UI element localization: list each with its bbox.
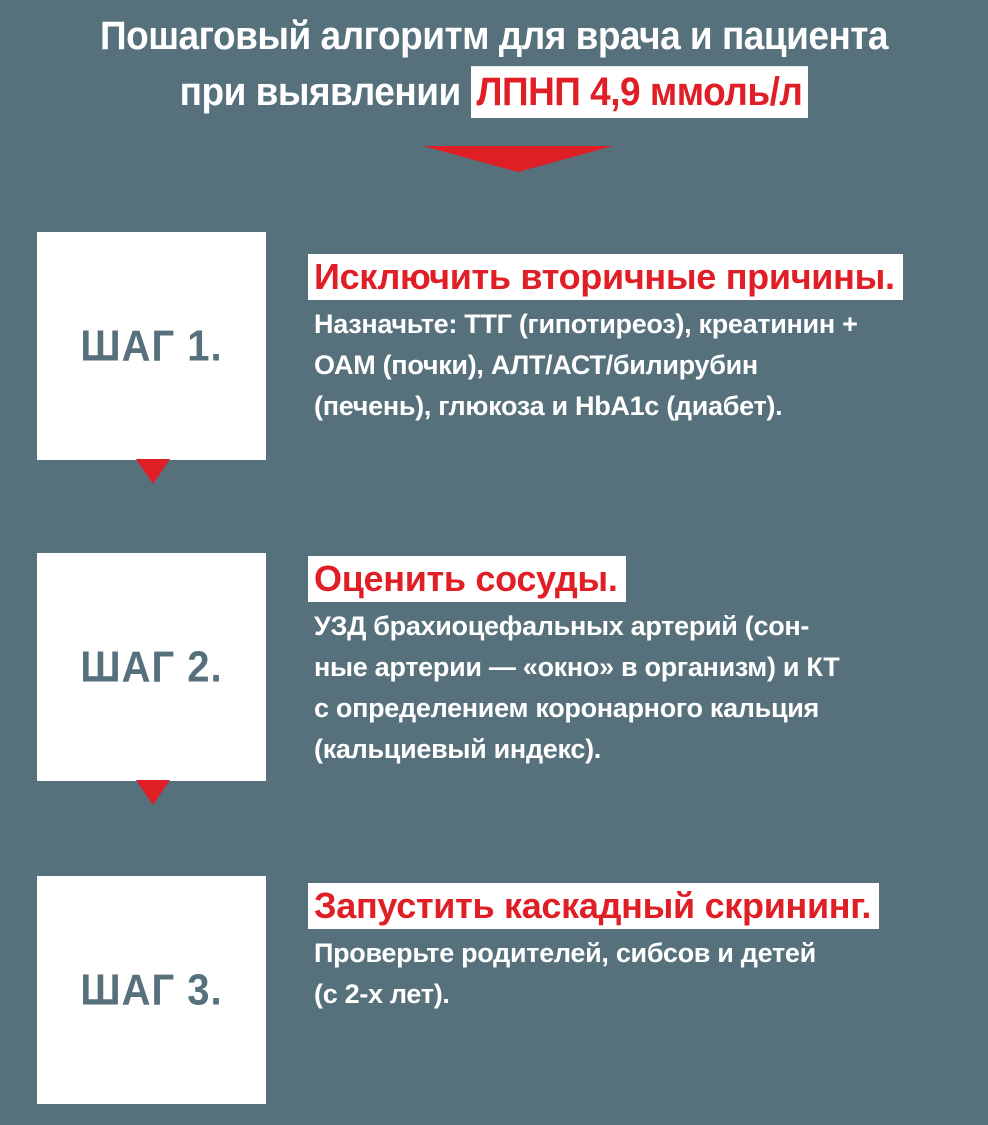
step-3-text (308, 883, 978, 1015)
step-3-body (314, 933, 974, 1015)
step-2-body-line: (кальциевый индекс). (314, 734, 601, 764)
step-1-body (314, 304, 974, 427)
step-1-body-line: Назначьте: ТТГ (гипотиреоз), креатинин + (314, 309, 858, 339)
step-2-body-line: УЗД брахиоцефальных артерий (сон- (314, 611, 810, 641)
step-1-arrow-icon (136, 459, 170, 484)
step-3-body-line: (с 2-х лет). (314, 979, 450, 1009)
step-1-body-line: (печень), глюкоза и HbA1c (диабет). (314, 391, 783, 421)
step-2-text (308, 556, 978, 770)
step-1-body-line: ОАМ (почки), АЛТ/АСТ/билирубин (314, 350, 758, 380)
step-1-label: ШАГ 1. (80, 321, 223, 370)
step-3-box (37, 876, 266, 1104)
step-2-label: ШАГ 2. (80, 642, 223, 691)
down-arrow-icon (423, 146, 613, 172)
step-3-label: ШАГ 3. (80, 965, 223, 1014)
step-1-heading: Исключить вторичные причины. (308, 254, 903, 300)
step-3-heading: Запустить каскадный скрининг. (308, 883, 879, 929)
step-2-arrow-icon (136, 780, 170, 805)
step-2-body-line: ные артерии — «окно» в организм) и КТ (314, 652, 840, 682)
page-title (0, 8, 988, 120)
step-2-box (37, 553, 266, 781)
title-highlight: ЛПНП 4,9 ммоль/л (471, 66, 809, 118)
title-line-1: Пошаговый алгоритм для врача и пациента (100, 13, 888, 58)
step-2-body (314, 606, 974, 770)
step-1-box (37, 232, 266, 460)
step-1-text (308, 254, 978, 427)
title-line-2-prefix: при выявлении (179, 69, 461, 114)
step-3-body-line: Проверьте родителей, сибсов и детей (314, 938, 816, 968)
step-2-body-line: с определением коронарного кальция (314, 693, 820, 723)
title-line-2 (0, 64, 988, 120)
step-2-heading: Оценить сосуды. (308, 556, 626, 602)
